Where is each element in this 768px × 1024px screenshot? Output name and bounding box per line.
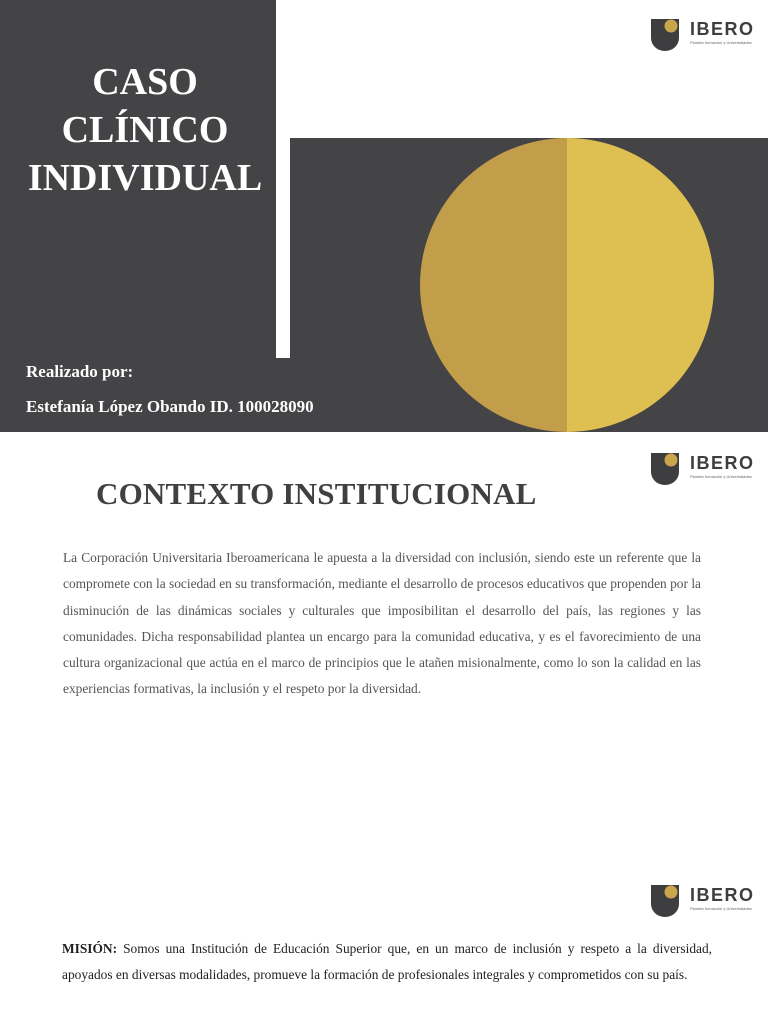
ibero-logo [650,18,754,54]
gold-circle-left-half [420,138,567,432]
ibero-logo [650,884,754,920]
gold-circle-right-half [567,138,714,432]
cover-slide [0,0,768,432]
section-title: CONTEXTO INSTITUCIONAL [96,476,537,511]
mission-paragraph [62,936,712,989]
logo-text: IBERO [690,19,755,39]
cover-title-line: INDIVIDUAL [27,157,263,199]
ibero-shield-icon [650,452,680,486]
context-paragraph: La Corporación Universitaria Iberoamericana le apuesta a la diversidad con inclusión, siendo este un referente que la compromete con la sociedad en su transformación, mediante el desarrollo de procesos educativos que propenden por la disminución de las dinámicas sociales y culturales que imposibilitan el desarrollo del país, las regiones y las comunidades. Dicha responsabilidad plantea un encargo para la comunidad educativa, y es el favorecimiento de una cultura organizacional que actúa en el marco de principios que le atañen misionalmente, como lo son la calidad en las experiencias formativas, la inclusión y el respeto por la diversidad. [63,550,701,697]
cover-title-line: CASO [92,61,198,103]
logo-subtitle: Planeta formación y Universidades [690,474,752,479]
gold-circle-graphic [420,138,714,432]
author-label: Realizado por: [26,362,134,381]
author-name: Estefanía López Obando ID. 100028090 [26,397,314,416]
ibero-shield-icon [650,884,680,918]
logo-subtitle: Planeta formación y Universidades [690,40,752,45]
context-slide [0,432,768,860]
logo-text: IBERO [690,885,755,905]
mission-label: MISIÓN: [62,941,118,956]
mission-slide [0,860,768,1024]
cover-title-line: CLÍNICO [61,109,229,151]
ibero-logo [650,452,754,488]
logo-subtitle: Planeta formación y Universidades [690,906,752,911]
ibero-shield-icon [650,18,680,52]
mission-text: Somos una Institución de Educación Superior que, en un marco de inclusión y respeto a la diversidad, apoyados en diversas modalidades, promueve la formación de profesionales integrales y comprometidos con su país. [62,941,712,983]
cover-title [0,58,290,202]
logo-text: IBERO [690,453,755,473]
